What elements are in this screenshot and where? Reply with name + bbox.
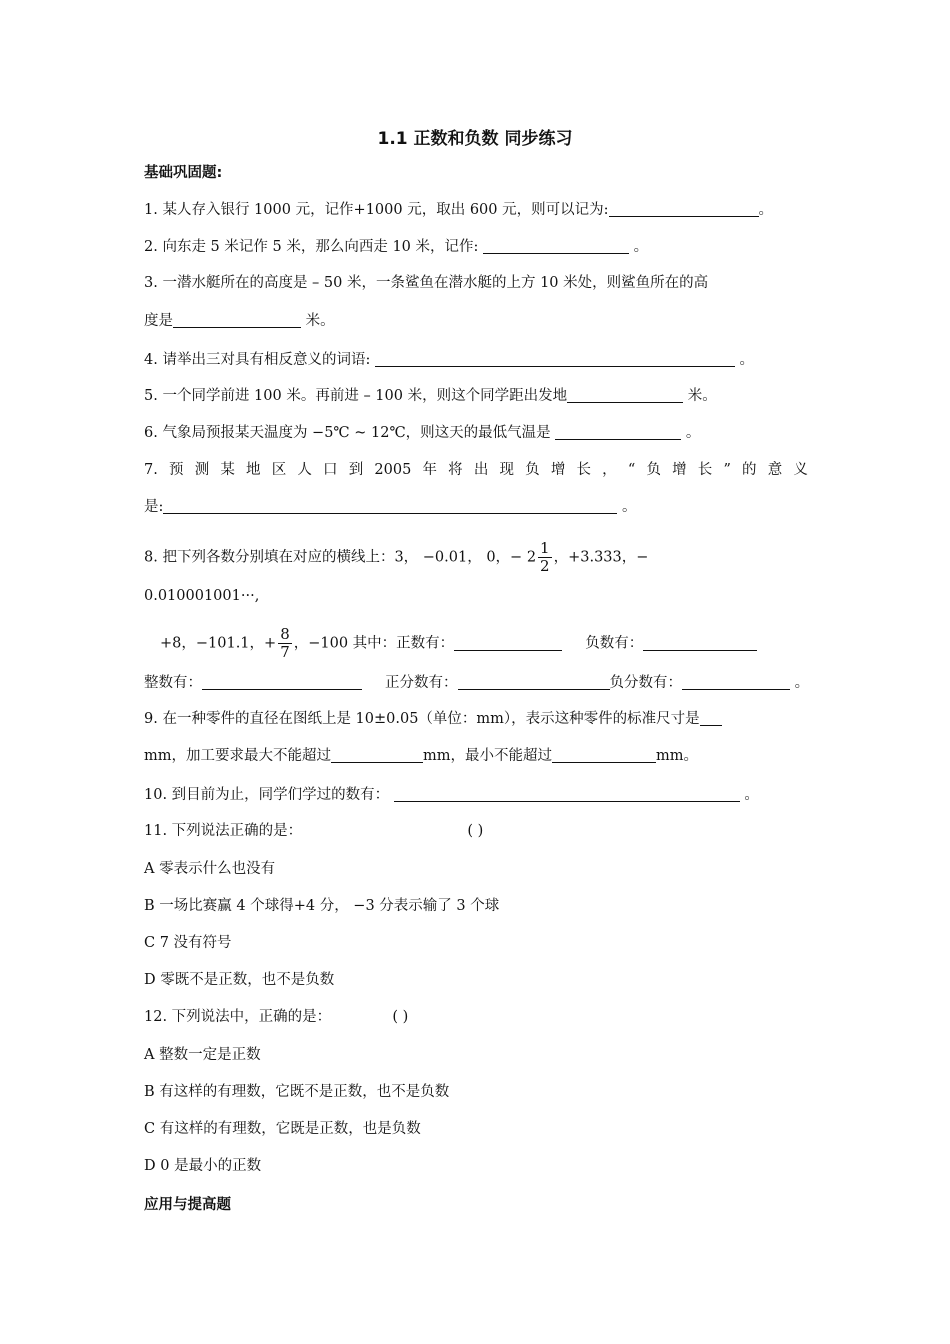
question-7-word: 的 [742, 462, 757, 478]
question-7-word: 到 [348, 462, 364, 478]
question-7-word: 增 [550, 462, 566, 478]
question-7-word: “ [627, 462, 636, 478]
question-12-text: 12. 下列说法中，正确的是： [144, 1009, 332, 1025]
positive-numbers-blank[interactable] [454, 636, 562, 651]
question-7-word: 2005 [374, 462, 412, 478]
answer-blank[interactable] [483, 239, 629, 254]
fraction [278, 626, 292, 661]
question-7-word: 增 [672, 462, 687, 478]
option-a: A 零表示什么也没有 [144, 861, 276, 877]
positive-fraction-label: 正分数有： [385, 675, 458, 691]
question-7-word: 年 [422, 462, 437, 478]
answer-blank[interactable] [173, 313, 301, 328]
question-7-word: 负 [525, 462, 540, 478]
question-8-text: ，+3.333，− [553, 549, 649, 566]
section-heading-basic: 基础巩固题: [144, 165, 223, 181]
question-7-word: 测 [194, 462, 210, 478]
question-7-word: 口 [323, 462, 338, 478]
question-11-text: 11. 下列说法正确的是： [144, 823, 303, 839]
question-7-line-2 [144, 497, 637, 517]
answer-blank[interactable] [552, 748, 656, 763]
punctuation: 。 [739, 352, 755, 368]
answer-blank[interactable] [163, 499, 617, 514]
option-d: D 零既不是正数，也不是负数 [144, 972, 335, 988]
answer-parentheses[interactable]: ( ) [392, 1009, 409, 1025]
answer-parentheses[interactable]: ( ) [467, 823, 484, 839]
answer-blank[interactable] [567, 388, 683, 403]
option-b: B 有这样的有理数，它既不是正数，也不是负数 [144, 1084, 450, 1100]
question-11 [144, 821, 483, 841]
question-7-word: 将 [448, 462, 463, 478]
question-3-line-1: 3. 一潜水艇所在的高度是 – 50 米，一条鲨鱼在潜水艇的上方 10 米处，则鲨鱼所在的高 [144, 275, 709, 291]
question-7-word: 负 [646, 462, 661, 478]
question-7-text: 是: [144, 499, 164, 515]
question-7-word: 地 [246, 462, 261, 478]
question-8-text: 8. 把下列各数分别填在对应的横线上：3， −0.01， 0，− [144, 549, 523, 566]
question-7-word: 长 [576, 462, 591, 478]
question-8-line-1 [144, 540, 648, 575]
answer-blank[interactable] [394, 787, 740, 802]
answer-blank[interactable] [700, 711, 722, 726]
question-9-line-1 [144, 709, 722, 729]
question-8-line-3 [160, 626, 757, 661]
question-7-word: ， [602, 462, 617, 478]
fraction [538, 540, 552, 575]
question-12 [144, 1007, 408, 1027]
question-7-word: 出 [473, 462, 489, 478]
integer-label: 整数有： [144, 675, 202, 691]
question-9-line-2 [144, 746, 698, 766]
question-7-word: 义 [793, 462, 808, 478]
question-3-text: 度是 [144, 313, 173, 329]
question-7-word: 预 [169, 462, 184, 478]
fraction-denominator: 2 [540, 557, 550, 575]
punctuation: 。 [758, 202, 774, 218]
section-heading-apply: 应用与提高题 [144, 1197, 231, 1213]
question-9-text: mm，加工要求最大不能超过 [144, 748, 331, 764]
question-7-word: 人 [297, 462, 312, 478]
question-7-word: ” [723, 462, 731, 478]
negative-fraction-label: 负分数有： [609, 675, 683, 691]
option-c: C 7 没有符号 [144, 935, 232, 951]
question-2 [144, 237, 648, 257]
question-7-word: 意 [767, 462, 783, 478]
answer-blank[interactable] [609, 202, 759, 217]
fraction-numerator: 1 [540, 539, 550, 557]
question-8-line-2: 0.010001001···, [144, 588, 260, 604]
question-9-text: 9. 在一种零件的直径在图纸上是 10±0.05（单位：mm），表示这种零件的标准尺寸是 [144, 711, 700, 727]
question-1-text: 1. 某人存入银行 1000 元，记作+1000 元，取出 600 元，则可以记为: [144, 202, 609, 218]
option-c: C 有这样的有理数，它既是正数，也是负数 [144, 1121, 421, 1137]
question-7-word: 某 [220, 462, 235, 478]
negative-numbers-blank[interactable] [643, 636, 757, 651]
question-7-word: 区 [271, 462, 287, 478]
mixed-number-whole: 2 [526, 549, 537, 566]
integers-blank[interactable] [202, 675, 362, 690]
unit-text: 米。 [687, 388, 717, 404]
unit-text: 米。 [305, 313, 335, 329]
question-7-word: 长 [697, 462, 713, 478]
page-title: 1.1 正数和负数 同步练习 [377, 129, 573, 149]
answer-blank[interactable] [555, 425, 681, 440]
question-6-text: 6. 气象局预报某天温度为 −5℃ ~ 12℃，则这天的最低气温是 [144, 425, 551, 441]
answer-blank[interactable] [375, 352, 735, 367]
punctuation: 。 [622, 499, 637, 515]
question-1 [144, 200, 773, 220]
question-7-line-1 [144, 460, 808, 480]
question-10 [144, 785, 759, 805]
punctuation: 。 [685, 425, 701, 441]
positive-fractions-blank[interactable] [458, 675, 610, 690]
negative-label: 负数有： [585, 635, 644, 652]
question-7-word: 现 [499, 462, 514, 478]
question-9-text: mm，最小不能超过 [423, 748, 552, 764]
question-5-text: 5. 一个同学前进 100 米。再前进 – 100 米，则这个同学距出发地 [144, 388, 568, 404]
question-10-text: 10. 到目前为止，同学们学过的数有： [144, 787, 390, 803]
answer-blank[interactable] [331, 748, 423, 763]
negative-fractions-blank[interactable] [682, 675, 790, 690]
option-b: B 一场比赛赢 4 个球得+4 分， −3 分表示输了 3 个球 [144, 898, 500, 914]
option-a: A 整数一定是正数 [144, 1047, 261, 1063]
question-8-text: ，−100 其中：正数有： [293, 635, 455, 652]
question-8-text: +8，−101.1，+ [160, 635, 277, 652]
punctuation: 。 [794, 675, 810, 691]
fraction-numerator: 8 [280, 625, 290, 643]
question-4-text: 4. 请举出三对具有相反意义的词语: [144, 352, 371, 368]
question-8-line-4 [144, 673, 809, 693]
question-5 [144, 386, 717, 406]
question-2-text: 2. 向东走 5 米记作 5 米，那么向西走 10 米，记作: [144, 239, 479, 255]
punctuation: 。 [744, 787, 759, 803]
question-3-line-2 [144, 311, 335, 331]
question-4 [144, 350, 754, 370]
question-9-text: mm。 [656, 748, 698, 764]
punctuation: 。 [633, 239, 649, 255]
option-d: D 0 是最小的正数 [144, 1158, 262, 1174]
fraction-denominator: 7 [280, 643, 290, 661]
question-6 [144, 423, 700, 443]
question-7-word: 7. [144, 462, 158, 478]
